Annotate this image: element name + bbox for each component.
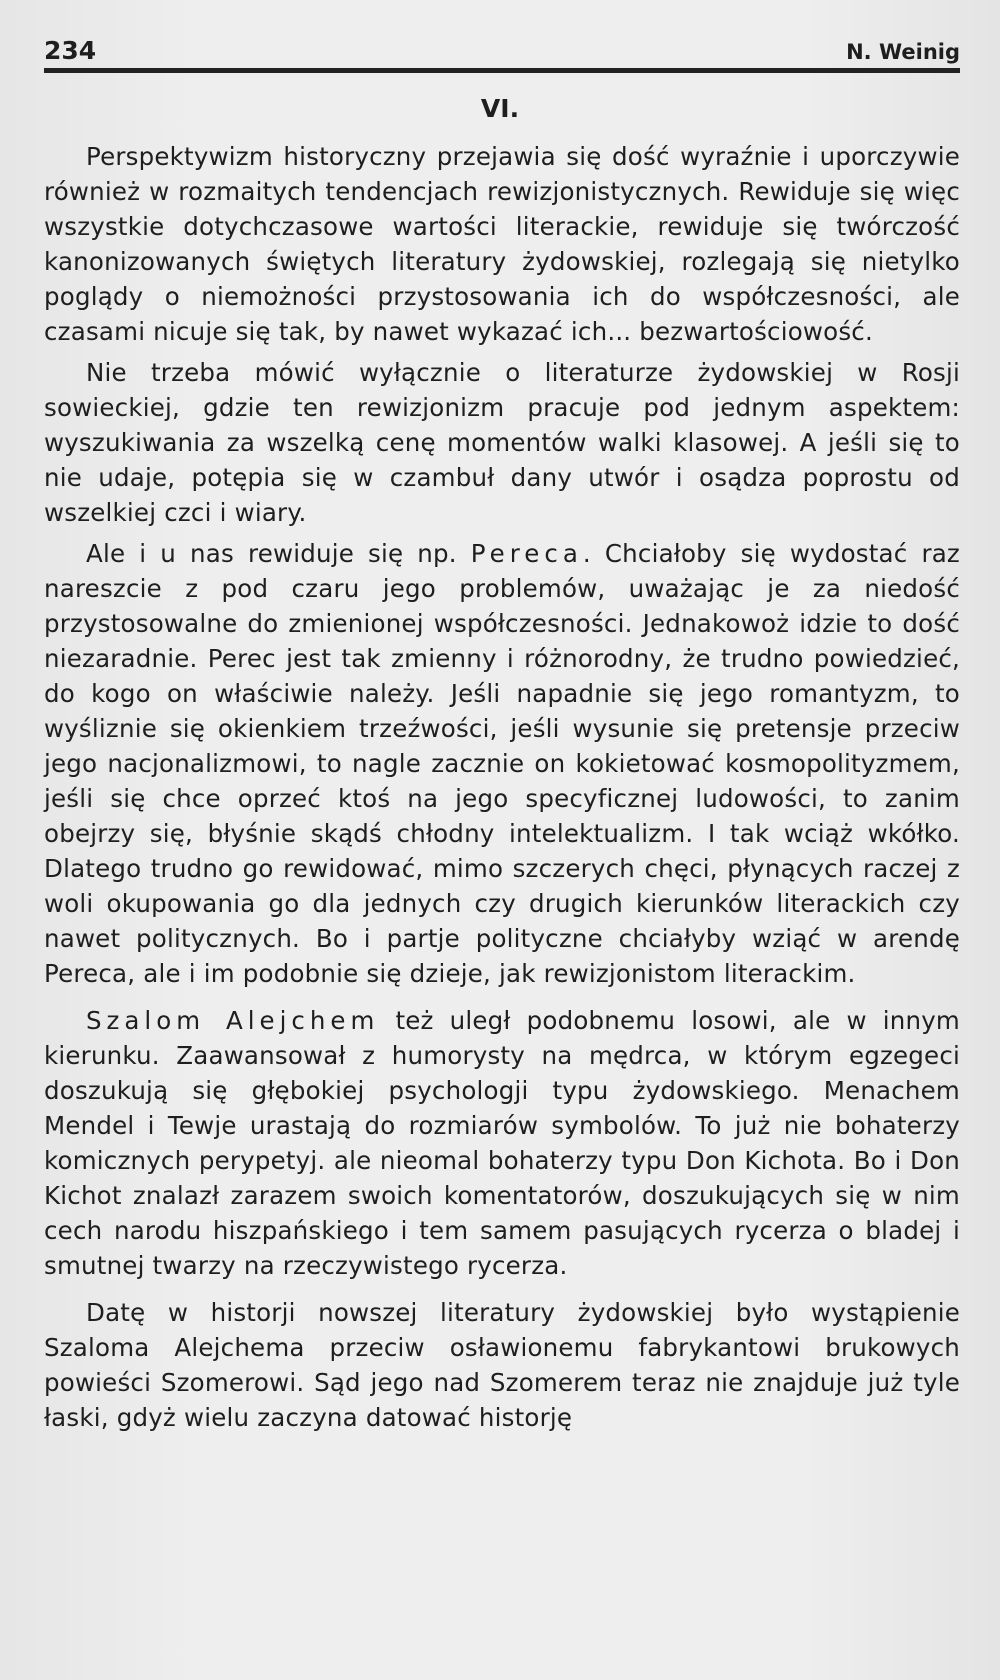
paragraph-3-lead: Ale i u nas rewiduje się np. xyxy=(86,539,471,568)
paragraph-2: Nie trzeba mówić wyłącznie o literaturze żydowskiej w Rosji sowieckiej, gdzie ten rewizjonizm pracuje pod jednym aspektem: wyszukiwania za wszelką cenę momentów walki klasowej. A jeśli się to nie udaje, potępia się w czambuł dany utwór i osądza poprostu od wszelkiej czci i wiary. xyxy=(44,358,960,527)
section-heading: VI. xyxy=(480,94,520,123)
header-rule xyxy=(44,68,960,73)
body-text xyxy=(44,139,960,1441)
running-head-author: N. Weinig xyxy=(846,40,960,64)
emphasized-name-szalom-alejchem: Szalom Alejchem xyxy=(86,1006,380,1035)
paragraph-4 xyxy=(44,1003,960,1283)
page-header xyxy=(44,36,960,70)
paragraph-3 xyxy=(44,536,960,991)
emphasized-name-pereca: Pereca xyxy=(470,539,583,568)
paragraph-4-rest: też uległ podobnemu losowi, ale w innym kierunku. Zaawansował z humorysty na mędrca, w którym egzegeci doszukują się głębokiej psychologji typu żydowskiego. Menachem Mendel i Tewje urastają do rozmiarów symbolów. To już nie bohaterzy komicznych perypetyj. ale nieomal bohaterzy typu Don Kichota. Bo i Don Kichot znalazł zarazem swoich komentatorów, doszukujących się w nim cech narodu hiszpańskiego i tem samem pasujących rycerza o bladej i smutnej twarzy na rzeczywistego rycerza. xyxy=(44,1006,960,1280)
paragraph-1: Perspektywizm historyczny przejawia się dość wyraźnie i uporczywie również w rozmaitych tendencjach rewizjonistycznych. Rewiduje się więc wszystkie dotychczasowe wartości literackie, rewiduje się twórczość kanonizowanych świętych literatury żydowskiej, rozlegają się nietylko poglądy o niemożności przystosowania ich do współczesności, ale czasami nicuje się tak, by nawet wykazać ich... bezwartościowość. xyxy=(44,142,960,346)
paragraph-5: Datę w historji nowszej literatury żydowskiej było wystąpienie Szaloma Alejchema przeciw osławionemu fabrykantowi brukowych powieści Szomerowi. Sąd jego nad Szomerem teraz nie znajduje już tyle łaski, gdyż wielu zaczyna datować historję xyxy=(44,1298,960,1432)
paragraph-3-rest: . Chciałoby się wydostać raz nareszcie z pod czaru jego problemów, uważając je za niedość przystosowalne do zmienionej współczesności. Jednakowoż idzie to dość niezaradnie. Perec jest tak zmienny i różnorodny, że trudno powiedzieć, do kogo on właściwie należy. Jeśli napadnie się jego romantyzm, to wyśliznie się okienkiem trzeźwości, jeśli wysunie się pretensje przeciw jego nacjonalizmowi, to nagle zacznie on kokietować kosmopolityzmem, jeśli się chce oprzeć ktoś na jego specyficznej ludowości, to zanim obejrzy się, błyśnie skądś chłodny intelektualizm. I tak wciąż wkółko. Dlatego trudno go rewidować, mimo szczerych chęci, płynących raczej z woli okupowania go dla jednych czy drugich kierunków literackich czy nawet politycznych. Bo i partje polityczne chciałyby wziąć w arendę Pereca, ale i im podobnie się dzieje, jak rewizjonistom literackim. xyxy=(44,539,960,988)
page-number: 234 xyxy=(44,36,97,65)
